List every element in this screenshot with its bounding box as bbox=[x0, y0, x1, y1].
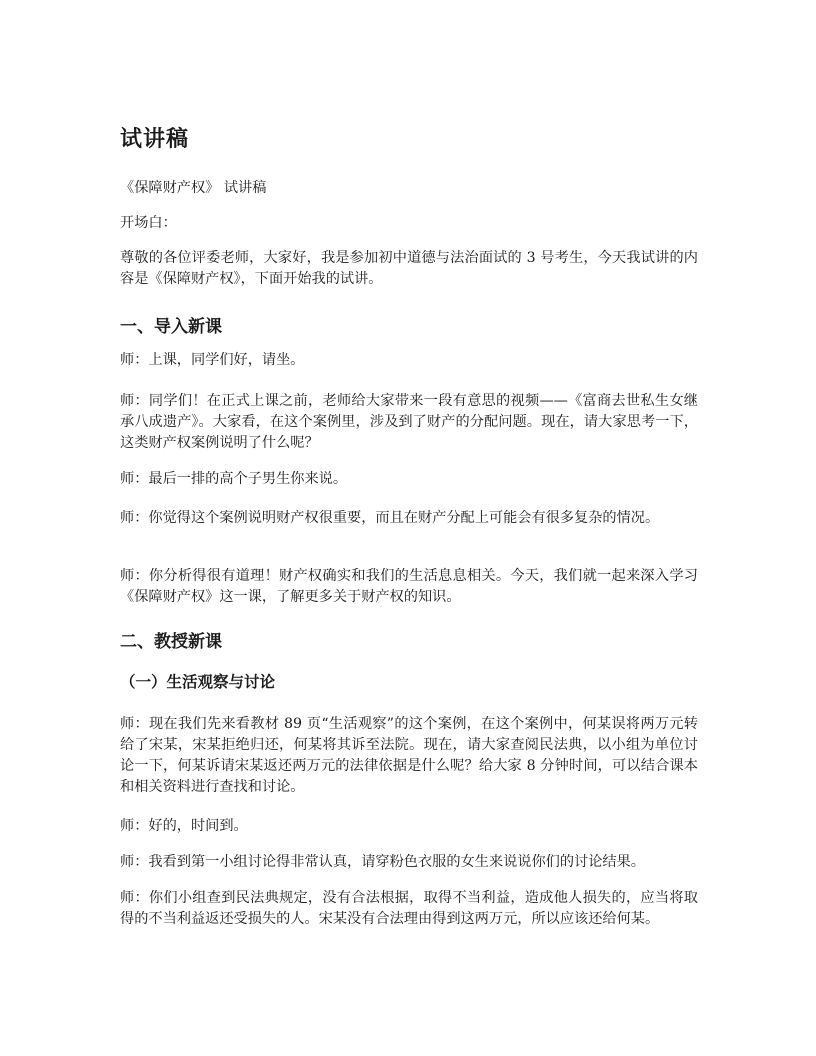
section-heading-intro: 一、导入新课 bbox=[120, 317, 222, 337]
section-heading-teaching: 二、教授新课 bbox=[120, 632, 222, 652]
opening-label: 开场白： bbox=[120, 215, 177, 231]
teaching-paragraph: 师：现在我们先来看教材 89 页“生活观察”的这个案例，在这个案例中，何某误将两万元转给了宋某，宋某拒绝归还，何某将其诉至法院。现在，请大家查阅民法典，以小组为单位讨论一下，何某诉请宋某返还两万元的法律依据是什么呢？给大家 8 分钟时间，可以结合课本和相关资料进行查找和讨论。 bbox=[120, 716, 698, 795]
document-title: 试讲稿 bbox=[120, 127, 190, 152]
intro-paragraph: 师：上课，同学们好，请坐。 bbox=[120, 352, 305, 368]
subsection-heading: （一）生活观察与讨论 bbox=[120, 673, 276, 691]
teaching-paragraph: 师：好的，时间到。 bbox=[120, 818, 248, 834]
intro-paragraph: 师：你分析得很有道理！财产权确实和我们的生活息息相关。今天，我们就一起来深入学习《保障财产权》这一课，了解更多关于财产权的知识。 bbox=[120, 568, 698, 605]
document-subtitle: 《保障财产权》 试讲稿 bbox=[120, 180, 267, 196]
opening-paragraph: 尊敬的各位评委老师，大家好，我是参加初中道德与法治面试的 3 号考生，今天我试讲的内容是《保障财产权》，下面开始我的试讲。 bbox=[120, 250, 698, 287]
intro-paragraph: 师：你觉得这个案例说明财产权很重要，而且在财产分配上可能会有很多复杂的情况。 bbox=[120, 510, 660, 526]
teaching-paragraph: 师：你们小组查到民法典规定，没有合法根据，取得不当利益，造成他人损失的，应当将取得的不当利益返还受损失的人。宋某没有合法理由得到这两万元，所以应该还给何某。 bbox=[120, 890, 698, 927]
intro-paragraph: 师：同学们！在正式上课之前，老师给大家带来一段有意思的视频——《富商去世私生女继承八成遗产》。大家看，在这个案例里，涉及到了财产的分配问题。现在，请大家思考一下，这类财产权案例说明了什么呢？ bbox=[120, 393, 698, 451]
intro-paragraph: 师：最后一排的高个子男生你来说。 bbox=[120, 471, 348, 487]
teaching-paragraph: 师：我看到第一小组讨论得非常认真，请穿粉色衣服的女生来说说你们的讨论结果。 bbox=[120, 854, 645, 870]
